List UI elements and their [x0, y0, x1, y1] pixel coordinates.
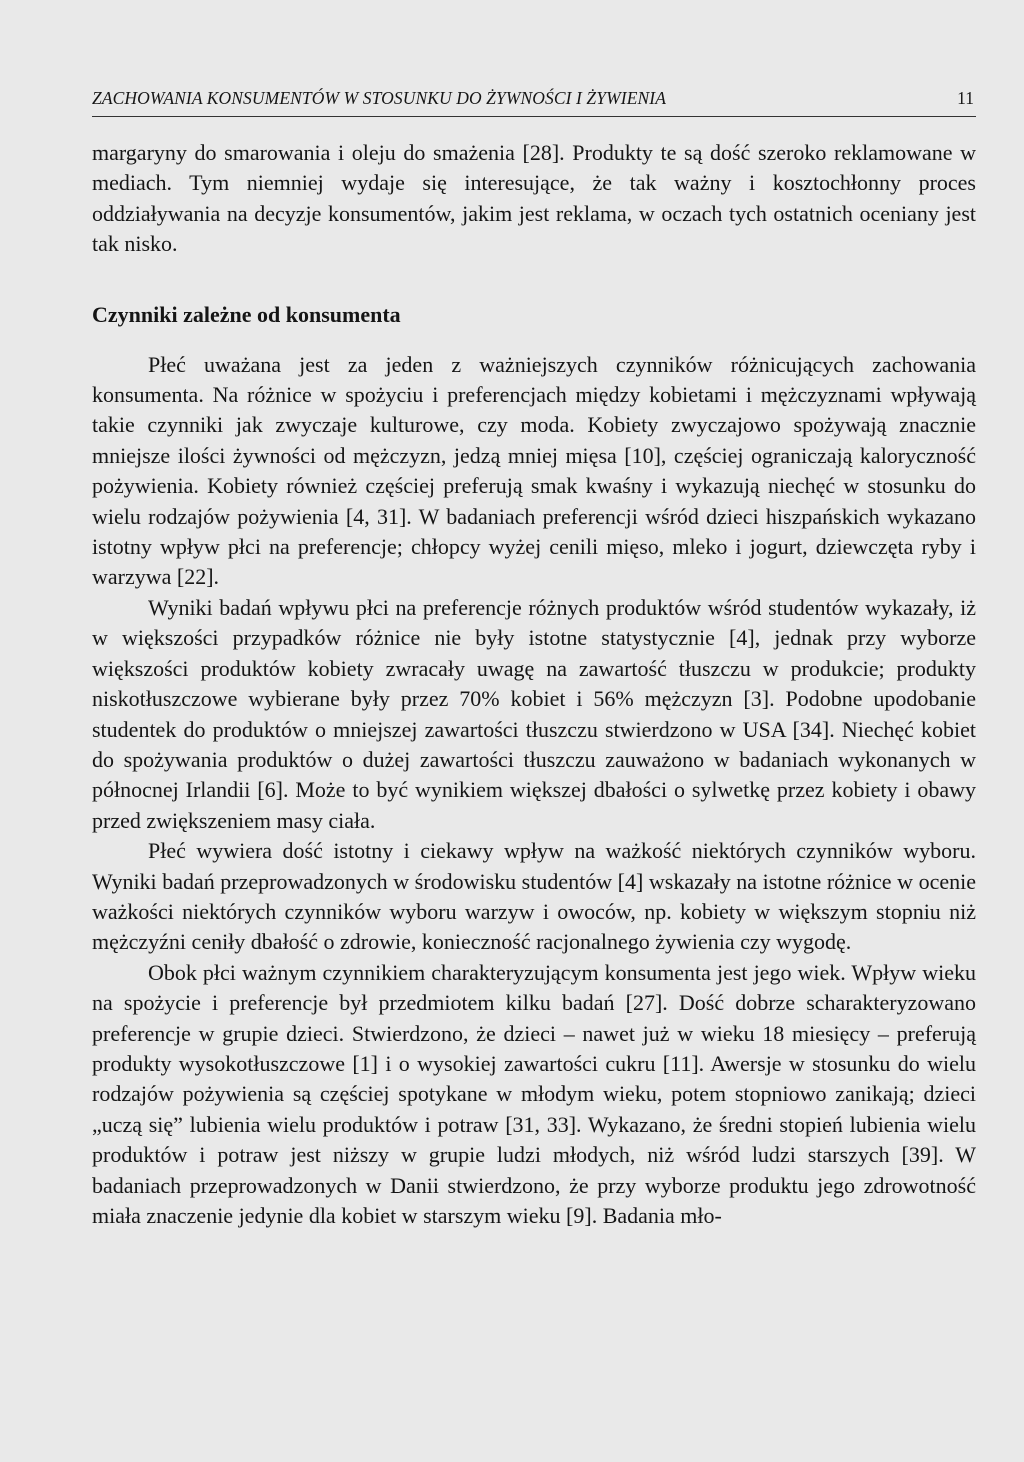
- body-text: [92, 138, 976, 1231]
- paragraph-continued: margaryny do smarowania i oleju do smażenia [28]. Produkty te są dość szeroko reklamowane w mediach. Tym niemniej wydaje się interesujące, że tak ważny i kosztochłonny proces oddziaływania na decyzje konsumentów, jakim jest reklama, w oczach tych ostatnich oceniany jest tak nisko.: [92, 140, 976, 257]
- paragraph: Wyniki badań wpływu płci na preferencje różnych produktów wśród studentów wykazały, iż w większości przypadków różnice nie były istotne statystycznie [4], jednak przy wyborze większości produktów kobiety zwracały uwagę na zawartość tłuszczu w produkcie; produkty niskotłuszczowe wybierane były przez 70% kobiet i 56% mężczyzn [3]. Podobne upodobanie studentek do produktów o mniejszej zawartości tłuszczu stwierdzono w USA [34]. Niechęć kobiet do spożywania produktów o dużej zawartości tłuszczu zauważono w badaniach wykonanych w północnej Irlandii [6]. Może to być wynikiem większej dbałości o sylwetkę przez kobiety i obawy przed zwiększeniem masy ciała.: [92, 594, 976, 833]
- section-heading: Czynniki zależne od konsumenta: [92, 301, 401, 327]
- running-header: [92, 88, 976, 117]
- page-number: 11: [957, 88, 974, 108]
- paragraph: Obok płci ważnym czynnikiem charakteryzującym konsumenta jest jego wiek. Wpływ wieku na spożycie i preferencje był przedmiotem kilku badań [27]. Dość dobrze scharakteryzowano preferencje w grupie dzieci. Stwierdzono, że dzieci – nawet już w wieku 18 miesięcy – preferują produkty wysokotłuszczowe [1] i o wysokiej zawartości cukru [11]. Awersje w stosunku do wielu rodzajów pożywienia są częściej spotykane w młodym wieku, potem stopniowo zanikają; dzieci „uczą się” lubienia wielu produktów i potraw [31, 33]. Wykazano, że średni stopień lubienia wielu produktów i potraw jest niższy w grupie ludzi młodych, niż wśród ludzi starszych [39]. W badaniach przeprowadzonych w Danii stwierdzono, że przy wyborze produktu jego zdrowotność miała znaczenie jedynie dla kobiet w starszym wieku [9]. Badania mło-: [92, 959, 976, 1228]
- paragraph: Płeć wywiera dość istotny i ciekawy wpływ na ważkość niektórych czynników wyboru. Wyniki badań przeprowadzonych w środowisku studentów [4] wskazały na istotne różnice w ocenie ważkości niektórych czynników wyboru warzyw i owoców, np. kobiety w większym stopniu niż mężczyźni ceniły dbałość o zdrowie, konieczność racjonalnego żywienia czy wygodę.: [92, 838, 976, 955]
- running-title: ZACHOWANIA KONSUMENTÓW W STOSUNKU DO ŻYWNOŚCI I ŻYWIENIA: [92, 88, 666, 108]
- paragraph: Płeć uważana jest za jeden z ważniejszych czynników różnicujących zachowania konsumenta. Na różnice w spożyciu i preferencjach między kobietami i mężczyznami wpływają takie czynniki jak zwyczaje kulturowe, czy moda. Kobiety zwyczajowo spożywają znacznie mniejsze ilości żywności od mężczyzn, jedzą mniej mięsa [10], częściej ograniczają kaloryczność pożywienia. Kobiety również częściej preferują smak kwaśny i wykazują niechęć w stosunku do wielu rodzajów pożywienia [4, 31]. W badaniach preferencji wśród dzieci hiszpańskich wykazano istotny wpływ płci na preferencje; chłopcy wyżej cenili mięso, mleko i jogurt, dziewczęta ryby i warzywa [22].: [92, 351, 976, 590]
